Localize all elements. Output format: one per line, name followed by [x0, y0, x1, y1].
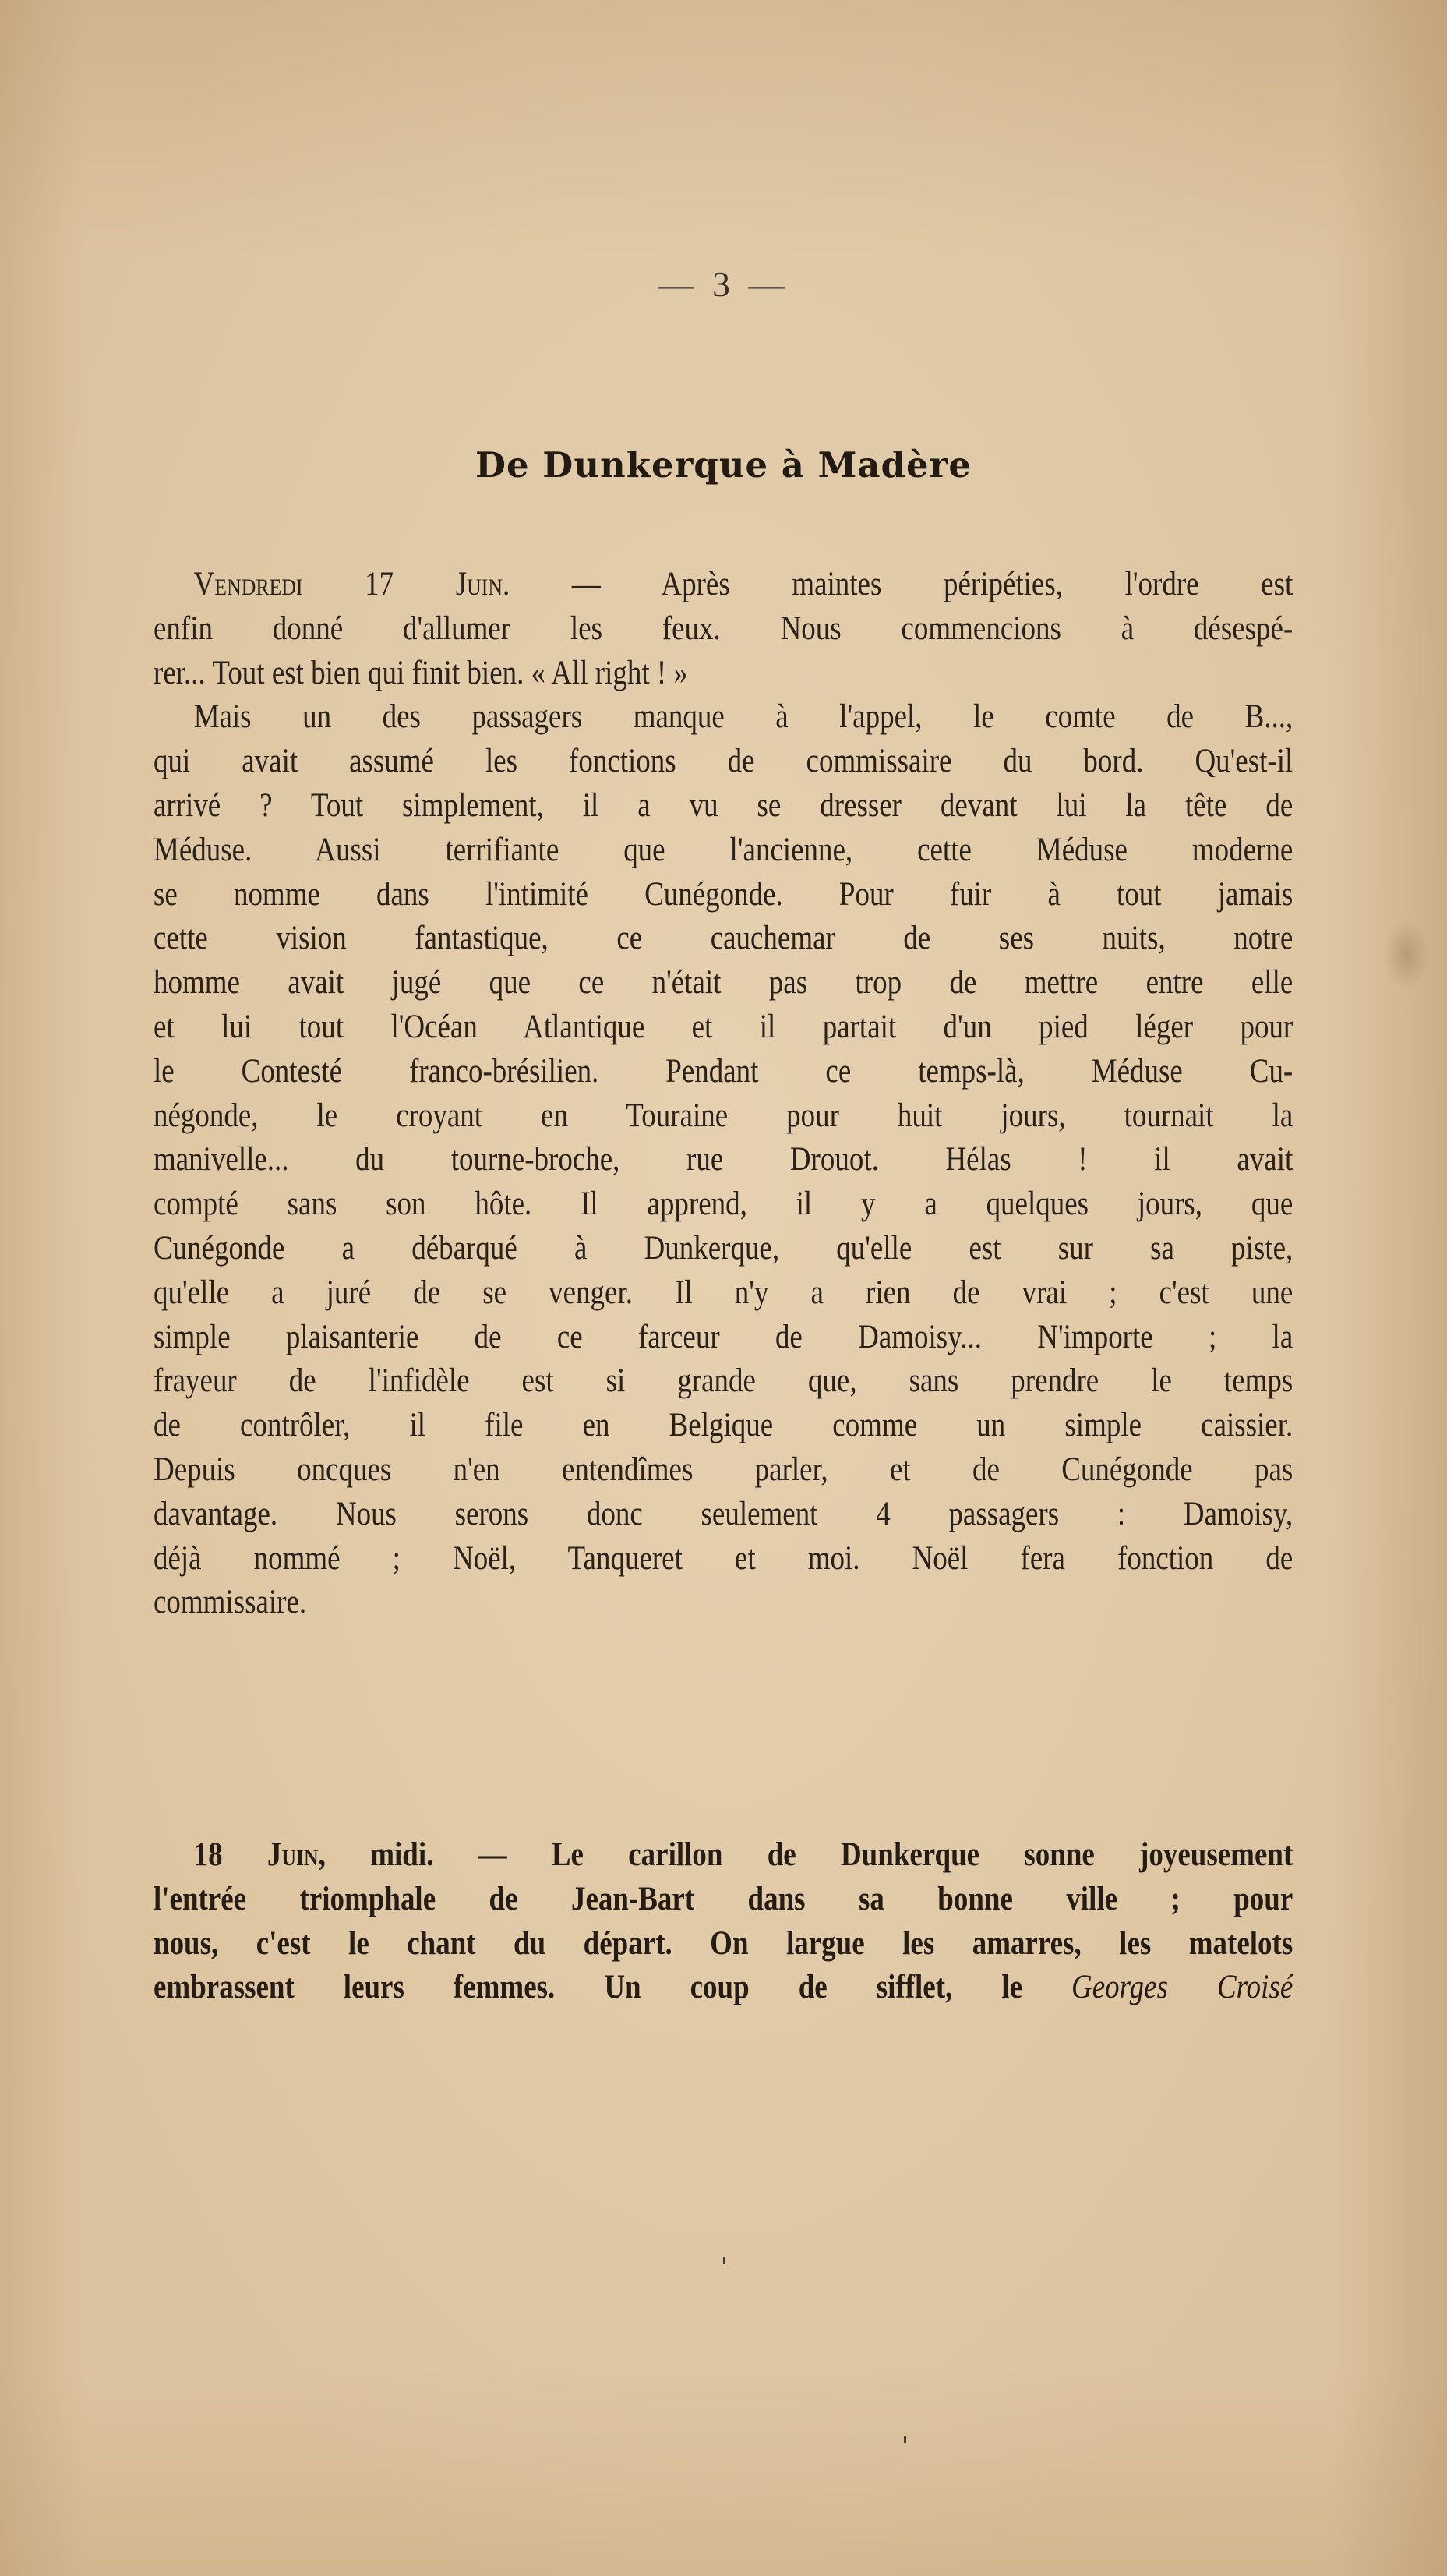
date-number: 17	[302, 566, 456, 602]
text-line: qui avait assumé les fonctions de commissaire du bord. Qu'est-il	[154, 743, 1293, 780]
paragraph-vendredi-17-juin	[154, 563, 1293, 1625]
ship-name: Georges Croisé	[1071, 1969, 1293, 2006]
paper-speck	[904, 2436, 906, 2443]
paragraph-18-juin-midi	[154, 1833, 1293, 2010]
text-line: le Contesté franco-brésilien. Pendant ce temps-là, Méduse Cu-	[154, 1052, 1293, 1090]
text-line: de contrôler, il file en Belgique comme un simple caissier.	[154, 1407, 1293, 1444]
text-line: arrivé ? Tout simplement, il a vu se dresser devant lui la tête de	[154, 786, 1293, 824]
text-line: Méduse. Aussi terrifiante que l'ancienne, cette Méduse moderne	[154, 831, 1293, 868]
text-line: cette vision fantastique, ce cauchemar de ses nuits, notre	[154, 920, 1293, 957]
text-line	[154, 563, 1293, 607]
date-month: Juin	[266, 1836, 319, 1873]
date-day: Vendredi	[193, 566, 303, 602]
line-text: , midi. — Le carillon de Dunkerque sonne joyeusement	[318, 1836, 1293, 1873]
text-line	[154, 1833, 1293, 1878]
line-text: . — Après maintes péripéties, l'ordre est	[502, 566, 1293, 602]
text-line: frayeur de l'infidèle est si grande que, sans prendre le temps	[154, 1362, 1293, 1400]
paper-stain	[1383, 920, 1430, 990]
date-month: Juin	[455, 566, 503, 602]
paper-speck	[723, 2257, 725, 2264]
line-text: embrassent leurs femmes. Un coup de sifflet, le	[154, 1969, 1072, 2006]
text-line: Depuis oncques n'en entendîmes parler, et de Cunégonde pas	[154, 1451, 1293, 1488]
text-line: négonde, le croyant en Touraine pour huit jours, tournait la	[154, 1097, 1293, 1134]
date-number: 18	[193, 1836, 267, 1873]
chapter-title: De Dunkerque à Madère	[475, 444, 972, 486]
text-line: rer... Tout est bien qui finit bien. « All right ! »	[154, 654, 688, 691]
text-line: déjà nommé ; Noël, Tanqueret et moi. Noël fera fonction de	[154, 1539, 1293, 1577]
text-line: davantage. Nous serons donc seulement 4 passagers : Damoisy,	[154, 1495, 1293, 1532]
text-line	[154, 1966, 1293, 2010]
text-line: nous, c'est le chant du départ. On largue les amarres, les matelots	[154, 1924, 1293, 1962]
text-line: l'entrée triomphale de Jean-Bart dans sa bonne ville ; pour	[154, 1880, 1293, 1917]
text-line: qu'elle a juré de se venger. Il n'y a rien de vrai ; c'est une	[154, 1274, 1293, 1311]
text-line: simple plaisanterie de ce farceur de Damoisy... N'importe ; la	[154, 1318, 1293, 1355]
text-line: compté sans son hôte. Il apprend, il y a quelques jours, que	[154, 1186, 1293, 1223]
text-line: Cunégonde a débarqué à Dunkerque, qu'elle est sur sa piste,	[154, 1229, 1293, 1267]
text-line: manivelle... du tourne-broche, rue Drouot. Hélas ! il avait	[154, 1141, 1293, 1178]
text-line: se nomme dans l'intimité Cunégonde. Pour fuir à tout jamais	[154, 875, 1293, 913]
text-line: et lui tout l'Océan Atlantique et il partait d'un pied léger pour	[154, 1008, 1293, 1045]
text-line: enfin donné d'allumer les feux. Nous commencions à désespé-	[154, 610, 1293, 647]
text-line: homme avait jugé que ce n'était pas trop de mettre entre elle	[154, 964, 1293, 1002]
page-number: — 3 —	[658, 264, 789, 304]
text-line: commissaire.	[154, 1584, 307, 1621]
text-line: Mais un des passagers manque à l'appel, le comte de B...,	[193, 698, 1293, 736]
